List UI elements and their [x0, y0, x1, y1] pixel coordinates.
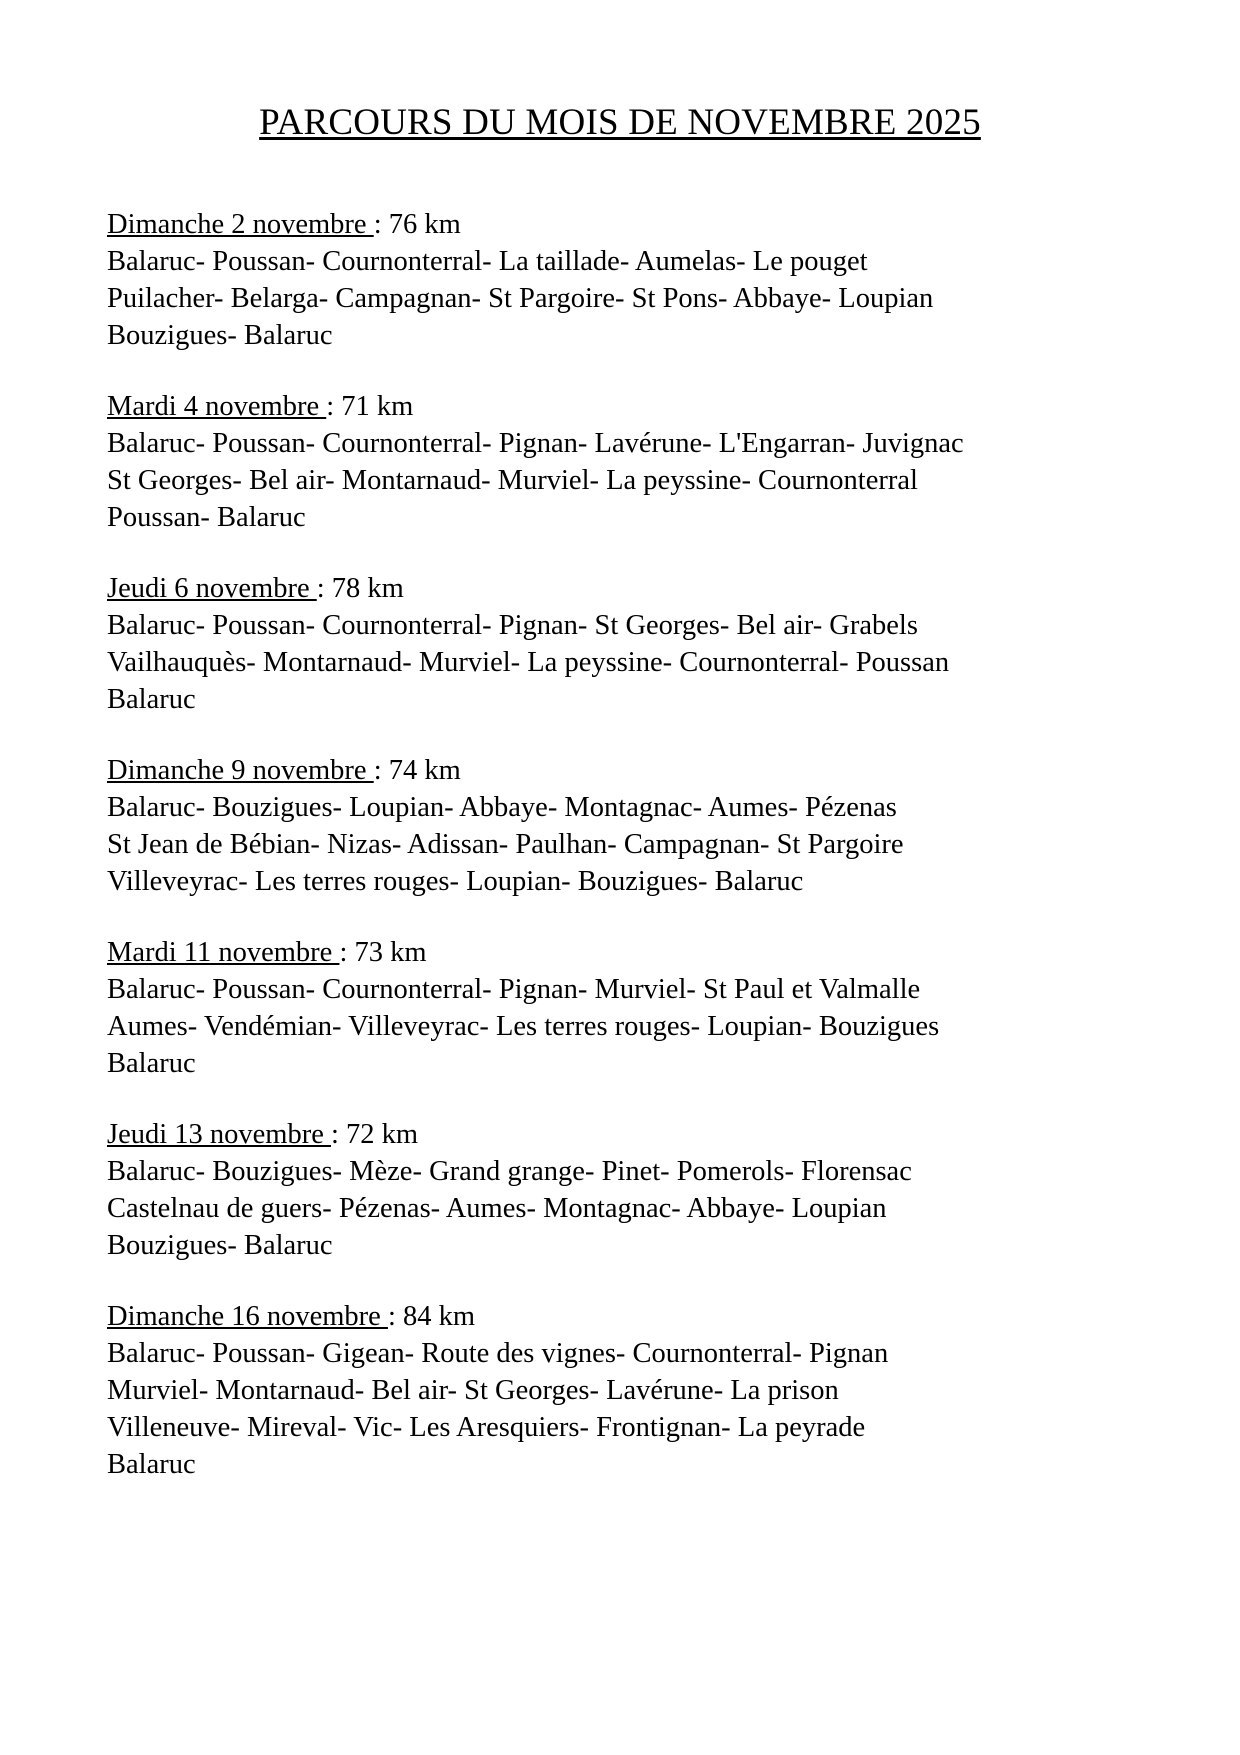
- route-line: Balaruc- Poussan- Cournonterral- Pignan- St Georges- Bel air- Grabels: [107, 609, 918, 641]
- route-line: Castelnau de guers- Pézenas- Aumes- Montagnac- Abbaye- Loupian: [107, 1192, 887, 1224]
- ride-block: [107, 206, 1180, 354]
- route-line: Vailhauquès- Montarnaud- Murviel- La peyssine- Cournonterral- Poussan: [107, 646, 950, 678]
- ride-distance: : 73 km: [339, 936, 427, 968]
- ride-date: Mardi 4 novembre: [107, 390, 327, 422]
- ride-block: [107, 752, 1180, 900]
- route-line: Villeneuve- Mireval- Vic- Les Aresquiers- Frontignan- La peyrade: [107, 1411, 866, 1443]
- ride-distance: : 76 km: [373, 208, 461, 240]
- route-line: Balaruc- Poussan- Cournonterral- Pignan- Murviel- St Paul et Valmalle: [107, 973, 921, 1005]
- ride-block: [107, 1298, 1180, 1483]
- ride-heading: [107, 1116, 1180, 1153]
- ride-distance: : 71 km: [326, 390, 414, 422]
- rides-list: [0, 206, 1240, 1483]
- route-line: Balaruc: [107, 1448, 196, 1480]
- ride-heading: [107, 752, 1180, 789]
- ride-date: Jeudi 13 novembre: [107, 1118, 331, 1150]
- ride-distance: : 74 km: [373, 754, 461, 786]
- route-line: Balaruc: [107, 683, 196, 715]
- ride-distance: : 72 km: [331, 1118, 419, 1150]
- ride-block: [107, 1116, 1180, 1264]
- ride-heading: [107, 206, 1180, 243]
- ride-distance: : 78 km: [316, 572, 404, 604]
- ride-block: [107, 570, 1180, 718]
- ride-date: Dimanche 16 novembre: [107, 1300, 388, 1332]
- route-line: Balaruc- Bouzigues- Loupian- Abbaye- Montagnac- Aumes- Pézenas: [107, 791, 897, 823]
- ride-date: Dimanche 9 novembre: [107, 754, 374, 786]
- route-line: Poussan- Balaruc: [107, 501, 306, 533]
- ride-heading: [107, 570, 1180, 607]
- ride-block: [107, 388, 1180, 536]
- page-title-text: PARCOURS DU MOIS DE NOVEMBRE 2025: [259, 102, 981, 143]
- route-line: Murviel- Montarnaud- Bel air- St Georges- Lavérune- La prison: [107, 1374, 839, 1406]
- route-line: Balaruc- Bouzigues- Mèze- Grand grange- Pinet- Pomerols- Florensac: [107, 1155, 912, 1187]
- route-line: Bouzigues- Balaruc: [107, 319, 333, 351]
- ride-block: [107, 934, 1180, 1082]
- ride-distance: : 84 km: [387, 1300, 476, 1332]
- route-line: Balaruc- Poussan- Cournonterral- La taillade- Aumelas- Le pouget: [107, 245, 868, 277]
- ride-heading: [107, 934, 1180, 971]
- route-line: Balaruc- Poussan- Cournonterral- Pignan- Lavérune- L'Engarran- Juvignac: [107, 427, 964, 459]
- route-line: Puilacher- Belarga- Campagnan- St Pargoire- St Pons- Abbaye- Loupian: [107, 282, 934, 314]
- route-line: Aumes- Vendémian- Villeveyrac- Les terres rouges- Loupian- Bouzigues: [107, 1010, 940, 1042]
- route-line: St Jean de Bébian- Nizas- Adissan- Paulhan- Campagnan- St Pargoire: [107, 828, 904, 860]
- route-line: Bouzigues- Balaruc: [107, 1229, 333, 1261]
- route-line: Villeveyrac- Les terres rouges- Loupian- Bouzigues- Balaruc: [107, 865, 804, 897]
- route-line: Balaruc: [107, 1047, 196, 1079]
- ride-date: Mardi 11 novembre: [107, 936, 340, 968]
- route-line: Balaruc- Poussan- Gigean- Route des vignes- Cournonterral- Pignan: [107, 1337, 889, 1369]
- route-line: St Georges- Bel air- Montarnaud- Murviel- La peyssine- Cournonterral: [107, 464, 918, 496]
- ride-date: Jeudi 6 novembre: [107, 572, 317, 604]
- ride-date: Dimanche 2 novembre: [107, 208, 374, 240]
- ride-heading: [107, 1298, 1180, 1335]
- ride-heading: [107, 388, 1180, 425]
- page-title: [0, 0, 1240, 144]
